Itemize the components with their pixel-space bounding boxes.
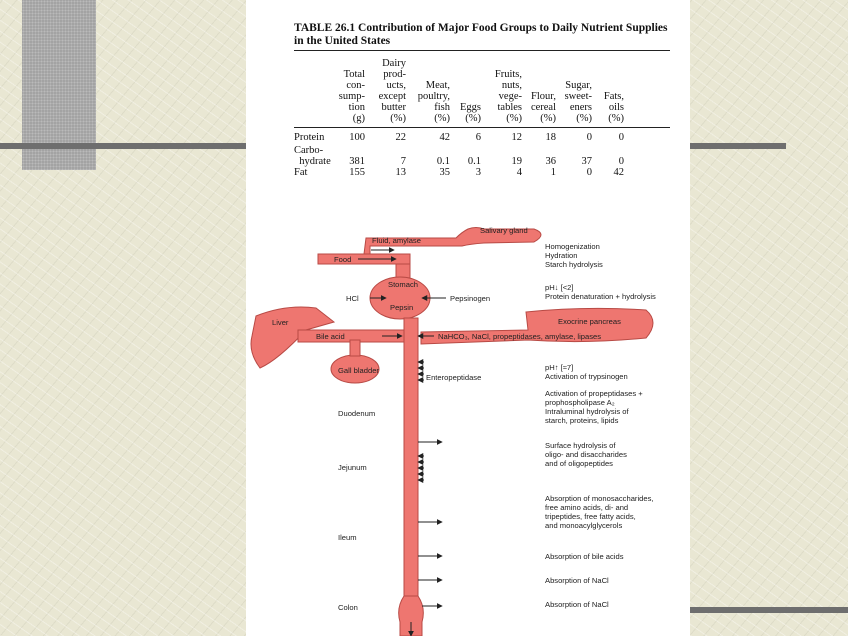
table-title: TABLE 26.1 Contribution of Major Food Groups to Daily Nutrient Supplies in the United States xyxy=(294,22,668,47)
table-row-label: Protein xyxy=(294,132,325,143)
intestine-shape xyxy=(404,318,418,596)
note-duodenum: Intraluminal hydrolysis of xyxy=(545,407,629,416)
liver-label: Liver xyxy=(272,318,289,327)
table-cell: 22 xyxy=(395,132,406,143)
digestion-diagram xyxy=(246,212,690,636)
table-cell: 19 xyxy=(511,156,522,167)
table-column-header: Meat, poultry, fish (%) xyxy=(417,80,450,124)
jejunum-label: Jejunum xyxy=(338,463,367,472)
pepsin-label: Pepsin xyxy=(390,303,414,312)
table-cell: 3 xyxy=(475,167,481,178)
document-page xyxy=(246,0,690,636)
note-jejunum: oligo- and disaccharides xyxy=(545,450,627,459)
stomach-label: Stomach xyxy=(388,280,418,289)
note-bile-abs: Absorption of bile acids xyxy=(545,552,624,561)
table-column-header: Fats, oils (%) xyxy=(603,91,624,124)
bile-acid-label: Bile acid xyxy=(316,332,345,341)
table-cell: 0 xyxy=(618,156,624,167)
table-cell: 0 xyxy=(618,132,624,143)
table-cell: 35 xyxy=(439,167,450,178)
pepsinogen-label: Pepsinogen xyxy=(450,294,491,303)
note-mouth: Starch hydrolysis xyxy=(545,260,603,269)
table-cell: 381 xyxy=(349,156,365,167)
table-column-header: Sugar, sweet- eners (%) xyxy=(564,80,592,124)
note-ileum-abs: Absorption of monosaccharides, xyxy=(545,494,654,503)
table-rule-top xyxy=(294,50,670,51)
table-cell: 6 xyxy=(475,132,481,143)
table-cell: 155 xyxy=(349,167,365,178)
note-nacl1: Absorption of NaCl xyxy=(545,576,609,585)
table-cell: 1 xyxy=(550,167,556,178)
note-trypsin: Activation of trypsinogen xyxy=(545,372,628,381)
table-cell: 0.1 xyxy=(467,156,481,167)
note-ileum-abs: free amino acids, di- and xyxy=(545,503,629,512)
table-column-header: Flour, cereal (%) xyxy=(530,91,556,124)
note-stomach: Protein denaturation + hydrolysis xyxy=(545,292,656,301)
note-ileum-abs: and monoacylglycerols xyxy=(545,521,623,530)
table-cell: 0 xyxy=(586,167,592,178)
table-column-header: Eggs (%) xyxy=(460,102,481,124)
table-row-label: Carbo- hydrate xyxy=(294,145,331,167)
table-cell: 13 xyxy=(395,167,406,178)
table-row-label: Fat xyxy=(294,167,308,178)
note-duodenum: starch, proteins, lipids xyxy=(545,416,619,425)
table-cell: 7 xyxy=(400,156,406,167)
food-label: Food xyxy=(334,255,352,264)
note-stomach: pH↓ [<2] xyxy=(545,283,574,292)
duodenum-label: Duodenum xyxy=(338,409,376,418)
pancreas-label: Exocrine pancreas xyxy=(558,317,621,326)
note-mouth: Hydration xyxy=(545,251,578,260)
note-trypsin: pH↑ [≈7] xyxy=(545,363,574,372)
note-jejunum: Surface hydrolysis of xyxy=(545,441,616,450)
table-cell: 37 xyxy=(581,156,592,167)
note-mouth: Homogenization xyxy=(545,242,600,251)
table-cell: 36 xyxy=(545,156,556,167)
table-column-header: Dairy prod- ucts, except butter (%) xyxy=(378,58,406,124)
enteropeptidase-label: Enteropeptidase xyxy=(426,373,482,382)
table-cell: 18 xyxy=(545,132,556,143)
pancreas-secretions-label: NaHCO₃, NaCl, propeptidases, amylase, lipases xyxy=(438,332,602,341)
table-cell: 12 xyxy=(511,132,522,143)
note-nacl2: Absorption of NaCl xyxy=(545,600,609,609)
table-cell: 100 xyxy=(349,132,365,143)
diagram-labels xyxy=(272,226,656,612)
fluid-amylase-label: Fluid, amylase xyxy=(372,236,421,245)
table-cell: 42 xyxy=(613,167,624,178)
table-cell: 0.1 xyxy=(436,156,450,167)
note-duodenum: prophospholipase A₂ xyxy=(545,398,615,407)
cystic-duct-shape xyxy=(350,340,360,356)
table-rule-mid xyxy=(294,127,670,128)
gall-bladder-label: Gall bladder xyxy=(338,366,379,375)
table-column-header: Total con- sump- tion (g) xyxy=(338,69,365,124)
decorative-bar-left xyxy=(0,143,246,149)
table-column-header: Fruits, nuts, vege- tables (%) xyxy=(494,69,522,124)
note-ileum-abs: tripeptides, free fatty acids, xyxy=(545,512,636,521)
ileum-label: Ileum xyxy=(338,533,357,542)
colon-label: Colon xyxy=(338,603,358,612)
table-cell: 0 xyxy=(586,132,592,143)
note-jejunum: and of oligopeptides xyxy=(545,459,613,468)
hcl-label: HCl xyxy=(346,294,359,303)
table-cell: 4 xyxy=(516,167,522,178)
salivary-gland-label: Salivary gland xyxy=(480,226,528,235)
organ-shapes xyxy=(251,228,653,636)
table-cell: 42 xyxy=(439,132,450,143)
decorative-bar-right-bottom xyxy=(690,607,848,613)
decorative-bar-right-top xyxy=(690,143,786,149)
note-duodenum: Activation of propeptidases + xyxy=(545,389,643,398)
